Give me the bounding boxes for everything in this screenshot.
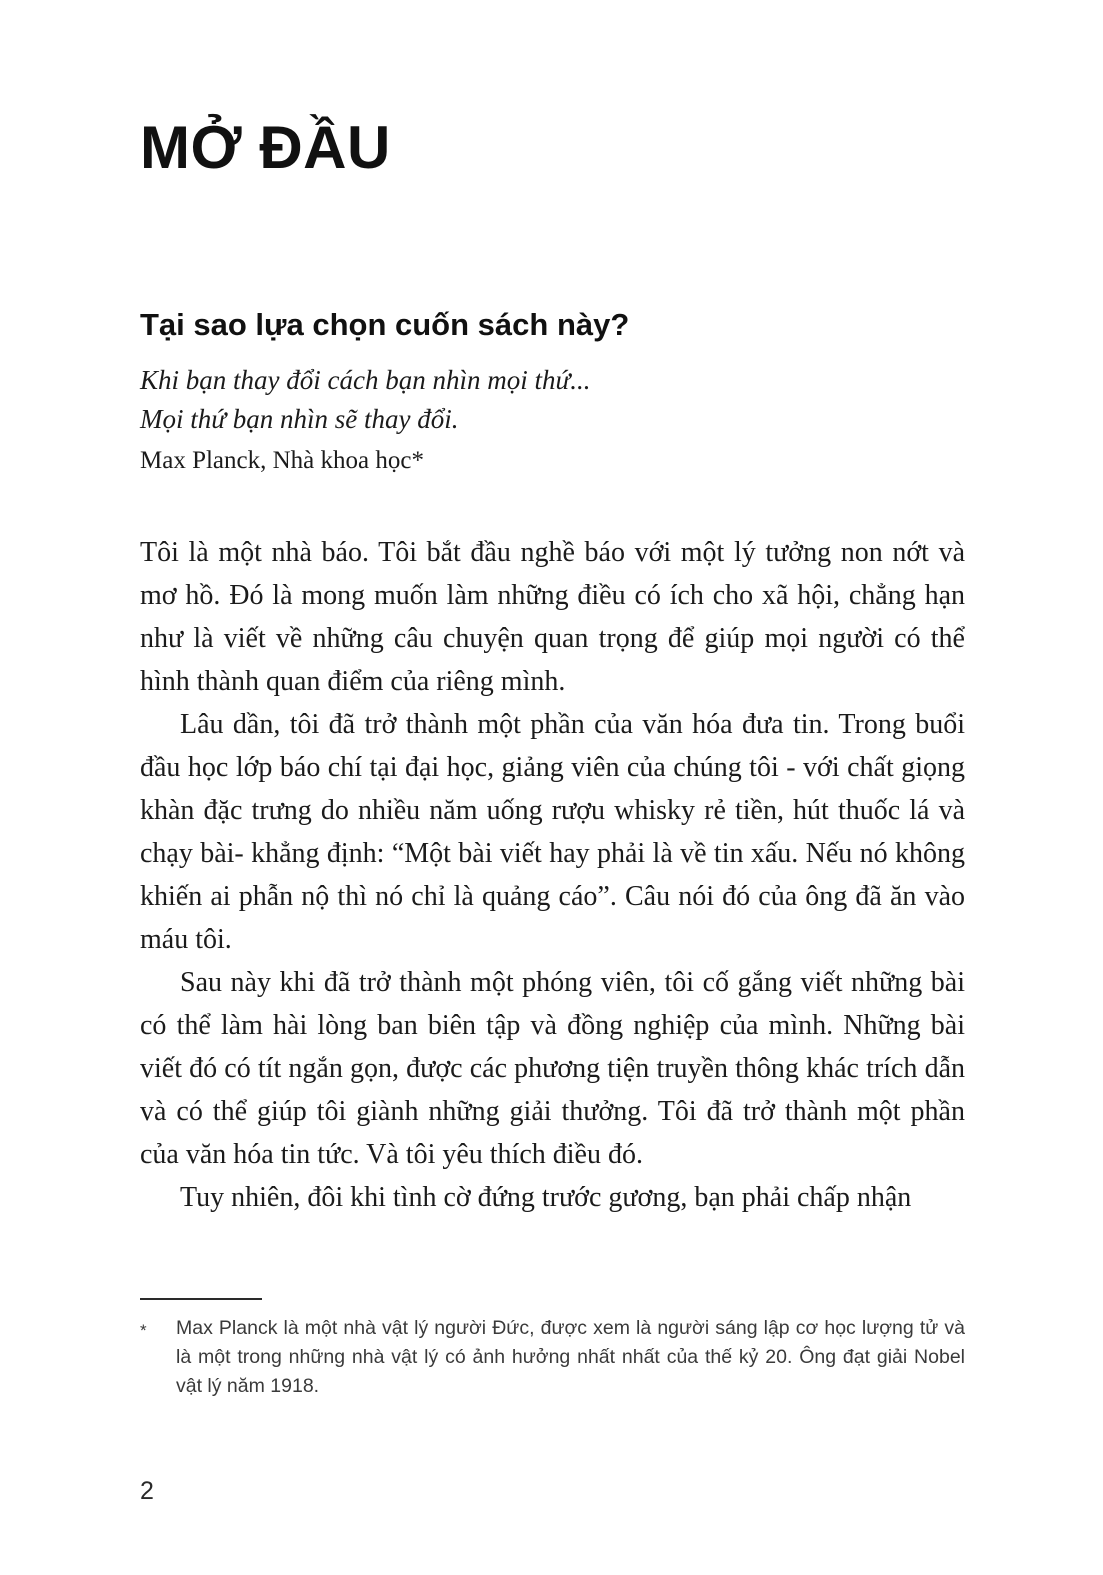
epigraph-line-1: Khi bạn thay đổi cách bạn nhìn mọi thứ...	[140, 365, 591, 396]
page-number: 2	[140, 1477, 154, 1505]
body-paragraph-2: Lâu dần, tôi đã trở thành một phần của văn hóa đưa tin. Trong buổi đầu học lớp báo chí tại đại học, giảng viên của chúng tôi - với chất giọng khàn đặc trưng do nhiều năm uống rượu whisky rẻ tiền, hút thuốc lá và chạy bài- khẳng định: “Một bài viết hay phải là về tin xấu. Nếu nó không khiến ai phẫn nộ thì nó chỉ là quảng cáo”. Câu nói đó của ông đã ăn vào máu tôi.	[140, 709, 965, 956]
footnote-block	[140, 1298, 965, 1401]
body-text	[140, 531, 965, 1219]
body-paragraph-3: Sau này khi đã trở thành một phóng viên, tôi cố gắng viết những bài có thể làm hài lòng ban biên tập và đồng nghiệp của mình. Những bài viết đó có tít ngắn gọn, được các phương tiện truyền thông khác trích dẫn và có thể giúp tôi giành những giải thưởng. Tôi đã trở thành một phần của văn hóa tin tức. Và tôi yêu thích điều đó.	[140, 967, 965, 1171]
chapter-title: MỞ ĐẦU	[140, 114, 391, 181]
footnote-marker: *	[140, 1321, 147, 1340]
section-heading: Tại sao lựa chọn cuốn sách này?	[140, 307, 630, 342]
epigraph-line-2: Mọi thứ bạn nhìn sẽ thay đổi.	[140, 404, 459, 435]
body-paragraph-1: Tôi là một nhà báo. Tôi bắt đầu nghề báo với một lý tưởng non nớt và mơ hồ. Đó là mong muốn làm những điều có ích cho xã hội, chẳng hạn như là viết về những câu chuyện quan trọng để giúp mọi người có thể hình thành quan điểm của riêng mình.	[140, 537, 965, 698]
epigraph	[140, 361, 965, 439]
body-paragraph-4: Tuy nhiên, đôi khi tình cờ đứng trước gương, bạn phải chấp nhận	[180, 1182, 912, 1214]
footnote-rule	[140, 1298, 262, 1300]
epigraph-attribution: Max Planck, Nhà khoa học*	[140, 447, 424, 475]
footnote-text: Max Planck là một nhà vật lý người Đức, được xem là người sáng lập cơ học lượng tử và là một trong những nhà vật lý có ảnh hưởng nhất nhất của thế kỷ 20. Ông đạt giải Nobel vật lý năm 1918.	[176, 1317, 965, 1397]
